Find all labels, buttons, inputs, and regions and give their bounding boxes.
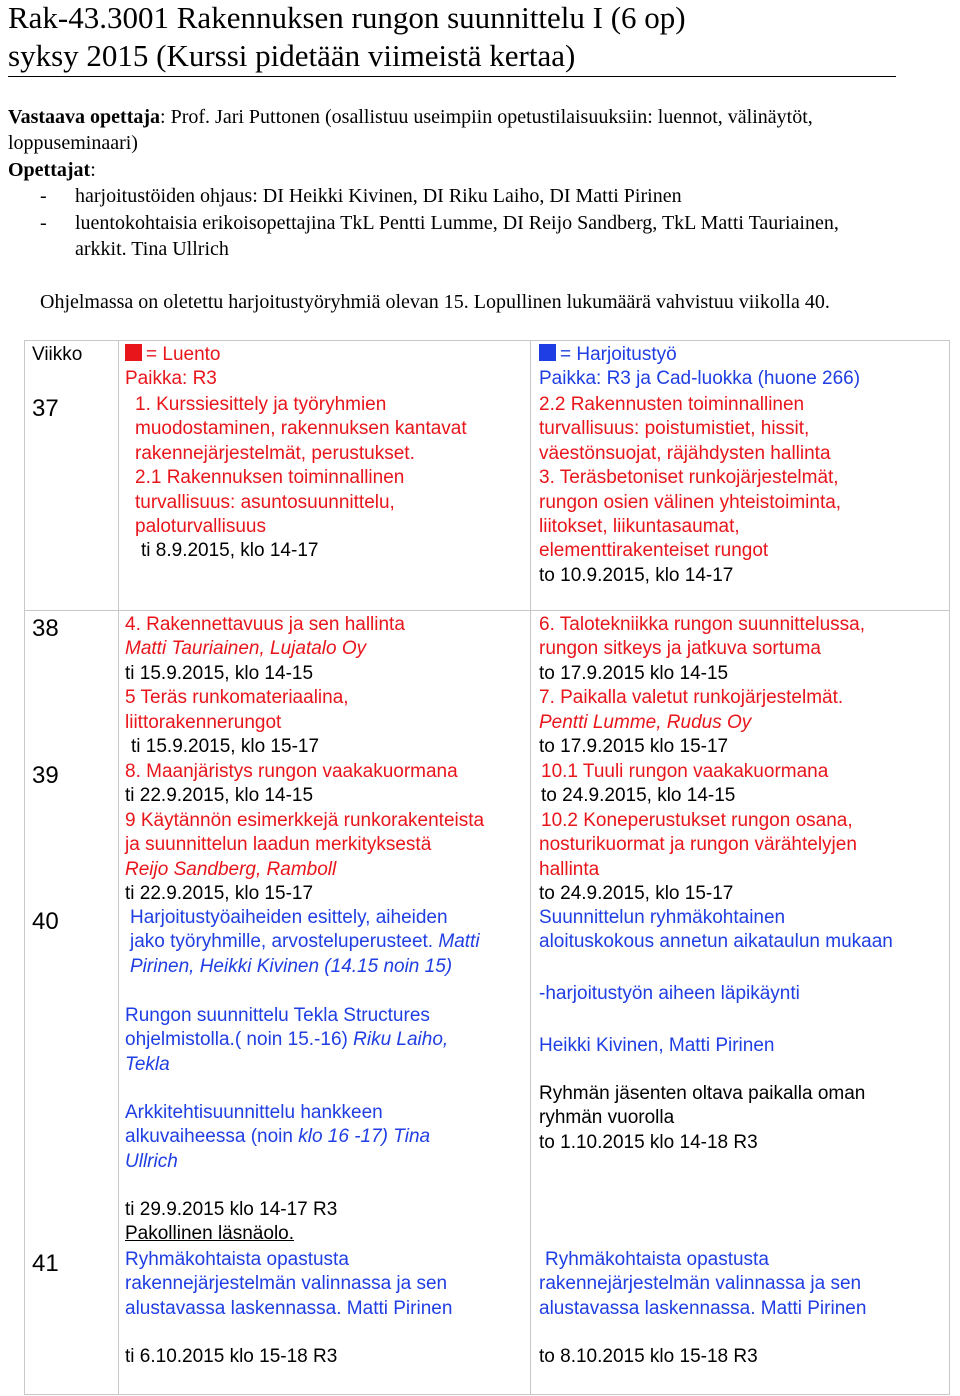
lecture-line: jako työryhmille, arvosteluperusteet. Matti	[130, 931, 480, 953]
mandatory-attendance-note: Pakollinen läsnäolo.	[125, 1223, 295, 1245]
exercise-line: 3. Teräsbetoniset runkojärjestelmät,	[539, 467, 839, 489]
teachers-heading: Opettajat:	[8, 159, 96, 181]
exercise-line: rungon sitkeys ja jatkuva sortuma	[539, 638, 821, 660]
week-number-37: 37	[32, 395, 59, 422]
lecture-time: ti 15.9.2015, klo 15-17	[131, 736, 320, 758]
lecturer-name: Riku Laiho,	[353, 1029, 449, 1051]
week39-exercises	[539, 760, 857, 906]
week-number-40: 40	[32, 908, 59, 935]
week41-lectures	[125, 1248, 452, 1321]
teachers-dash-2: -	[40, 212, 47, 234]
exercise-line: väestönsuojat, räjähdysten hallinta	[539, 442, 831, 464]
teachers-label: Opettajat	[8, 159, 91, 181]
exercise-line: rakennejärjestelmän valinnassa ja sen	[539, 1273, 862, 1295]
exercise-line: Ryhmäkohtaista opastusta	[545, 1249, 769, 1270]
responsible-label: Vastaava opettaja	[8, 106, 161, 128]
lecturer-name: Matti Tauriainen, Lujatalo Oy	[125, 638, 367, 660]
lecturer-name: Pentti Lumme, Rudus Oy	[539, 711, 752, 733]
week40-architecture-session	[125, 1101, 430, 1174]
week40-exercise-kickoff	[539, 906, 893, 955]
exercise-line: Ryhmän jäsenten oltava paikalla oman	[539, 1083, 866, 1104]
lecture-line: Arkkitehtisuunnittelu hankkeen	[125, 1102, 383, 1123]
table-border-right	[949, 340, 950, 1395]
lecturer-name: Reijo Sandberg, Ramboll	[125, 858, 337, 880]
lecture-line: muodostaminen, rakennuksen kantavat	[135, 418, 467, 440]
responsible-teacher	[8, 104, 813, 130]
exercise-line: 2.2 Rakennusten toiminnallinen	[539, 394, 805, 415]
exercise-line: 6. Talotekniikka rungon suunnittelussa,	[539, 614, 866, 635]
lecture-line: 5 Teräs runkomateriaalina,	[125, 687, 349, 709]
responsible-text: : Prof. Jari Puttonen (osallistuu useimpiin opetustilaisuuksiin: luennot, välinäytöt,	[160, 106, 813, 128]
exercise-line: turvallisuus: poistumistiet, hissit,	[539, 418, 810, 440]
lecture-legend: = Luento	[125, 343, 221, 367]
exercise-time: to 24.9.2015, klo 15-17	[539, 883, 734, 905]
exercise-time: to 10.9.2015, klo 14-17	[539, 564, 734, 586]
exercise-line: 10.1 Tuuli rungon vaakakuormana	[541, 761, 829, 782]
lecturer-name: Tekla	[125, 1053, 170, 1075]
lecture-time: ti 15.9.2015, klo 14-15	[125, 662, 314, 684]
teachers-special-lecturers: luentokohtaisia erikoisopettajina TkL Pentti Lumme, DI Reijo Sandberg, TkL Matti Tauriainen,	[75, 212, 839, 234]
week40-tekla-session	[125, 1004, 448, 1077]
week38-exercises	[539, 613, 865, 759]
col-header-week: Viikko	[32, 344, 83, 365]
exercise-line: rungon osien välinen yhteistoiminta,	[539, 491, 842, 513]
week41-exercises	[539, 1248, 867, 1321]
lecture-line: liittorakennerungot	[125, 711, 282, 733]
week38-lectures	[125, 613, 405, 759]
lecture-line: ja suunnittelun laadun merkityksestä	[125, 834, 432, 856]
week41-lecture-time: ti 6.10.2015 klo 15-18 R3	[125, 1346, 338, 1367]
teachers-exercise-supervisors: harjoitustöiden ohjaus: DI Heikki Kivinen, DI Riku Laiho, DI Matti Pirinen	[75, 185, 682, 207]
exercise-legend: = Harjoitustyö	[539, 343, 677, 367]
week-number-39: 39	[32, 762, 59, 789]
table-row-divider-37	[24, 610, 950, 611]
exercise-line: nosturikuormat ja rungon värähtelyjen	[539, 834, 857, 856]
lecture-line: 9 Käytännön esimerkkejä runkorakenteista	[125, 809, 485, 831]
lecturer-name: Tina	[393, 1126, 431, 1148]
lecture-time: ti 22.9.2015, klo 14-15	[125, 785, 314, 807]
lecture-time: ti 8.9.2015, klo 14-17	[141, 540, 319, 562]
exercise-line: hallinta	[539, 858, 600, 880]
lecture-line: rakennejärjestelmän valinnassa ja sen	[125, 1273, 448, 1295]
lecture-line: alkuvaiheessa (noin klo 16 -17) Tina	[125, 1126, 431, 1148]
week-number-41: 41	[32, 1250, 59, 1277]
teachers-dash-1: -	[40, 185, 47, 207]
exercise-line: liitokset, liikuntasaumat,	[539, 516, 740, 538]
exercise-time: to 17.9.2015 klo 14-15	[539, 662, 729, 684]
course-subtitle: syksy 2015 (Kurssi pidetään viimeistä kertaa)	[8, 38, 576, 73]
exercise-line: Suunnittelun ryhmäkohtainen	[539, 907, 786, 928]
exercise-line: 7. Paikalla valetut runkojärjestelmät.	[539, 687, 844, 709]
lecture-time: ti 22.9.2015, klo 15-17	[125, 883, 314, 905]
lecture-line: paloturvallisuus	[135, 516, 266, 538]
week40-exercise-supervisors: Heikki Kivinen, Matti Pirinen	[539, 1035, 775, 1056]
lecture-line: alustavassa laskennassa. Matti Pirinen	[125, 1297, 453, 1319]
lecture-line: Rungon suunnittelu Tekla Structures	[125, 1005, 430, 1026]
lecture-line: 1. Kurssiesittely ja työryhmien	[135, 394, 387, 415]
exercise-line: aloituskokous annetun aikataulun mukaan	[539, 931, 893, 953]
table-border-bottom	[24, 1394, 950, 1395]
lecturer-name: Ullrich	[125, 1150, 178, 1172]
week40-exercise-attendance	[539, 1082, 865, 1155]
lecture-line: Harjoitustyöaiheiden esittely, aiheiden	[130, 907, 448, 928]
table-divider-mid	[530, 340, 531, 1395]
week39-lectures	[125, 760, 484, 906]
teachers-special-lecturers-cont: arkkit. Tina Ullrich	[75, 238, 229, 260]
exercise-time: to 17.9.2015 klo 15-17	[539, 736, 729, 758]
lecture-line: 8. Maanjäristys rungon vaakakuormana	[125, 761, 458, 782]
week40-intro-session	[130, 906, 480, 979]
exercise-line: elementtirakenteiset rungot	[539, 540, 769, 562]
exercise-line: alustavassa laskennassa. Matti Pirinen	[539, 1297, 867, 1319]
week37-exercises	[539, 393, 841, 588]
lecturer-name: Pirinen, Heikki Kivinen (14.15 noin 15)	[130, 955, 453, 977]
lecture-line: 4. Rakennettavuus ja sen hallinta	[125, 614, 405, 635]
exercise-line: ryhmän vuorolla	[539, 1107, 675, 1129]
exercise-room: Paikka: R3 ja Cad-luokka (huone 266)	[539, 368, 861, 389]
course-title: Rak-43.3001 Rakennuksen rungon suunnittelu I (6 op)	[8, 0, 686, 35]
lecturer-name: Matti	[438, 931, 480, 953]
lecture-time: ti 29.9.2015 klo 14-17 R3	[125, 1199, 338, 1220]
week-number-38: 38	[32, 615, 59, 642]
week40-exercise-topic-review: -harjoitustyön aiheen läpikäynti	[539, 983, 800, 1004]
lecture-line: turvallisuus: asuntosuunnittelu,	[135, 491, 395, 513]
week37-lectures	[135, 393, 467, 564]
lecture-color-square-icon	[125, 344, 142, 361]
lecture-room: Paikka: R3	[125, 368, 217, 389]
title-underline	[8, 76, 896, 77]
lecture-line: rakennejärjestelmät, perustukset.	[135, 442, 415, 464]
exercise-time: to 1.10.2015 klo 14-18 R3	[539, 1131, 758, 1153]
table-border-left	[24, 340, 25, 1395]
week41-exercise-time: to 8.10.2015 klo 15-18 R3	[539, 1346, 758, 1367]
responsible-text-cont: loppuseminaari)	[8, 132, 138, 154]
exercise-time: to 24.9.2015, klo 14-15	[541, 785, 736, 807]
exercise-line: 10.2 Koneperustukset rungon osana,	[541, 809, 853, 831]
lecture-line: 2.1 Rakennuksen toiminnallinen	[135, 467, 405, 489]
table-border-top	[24, 340, 950, 341]
groups-note: Ohjelmassa on oletettu harjoitustyöryhmiä olevan 15. Lopullinen lukumäärä vahvistuu viikolla 40.	[40, 291, 830, 313]
week40-lecture-time	[125, 1198, 337, 1247]
exercise-color-square-icon	[539, 344, 556, 361]
table-divider-week	[118, 340, 119, 1395]
lecture-line: ohjelmistolla.( noin 15.-16) Riku Laiho,	[125, 1029, 449, 1051]
lecture-line: Ryhmäkohtaista opastusta	[125, 1249, 349, 1270]
